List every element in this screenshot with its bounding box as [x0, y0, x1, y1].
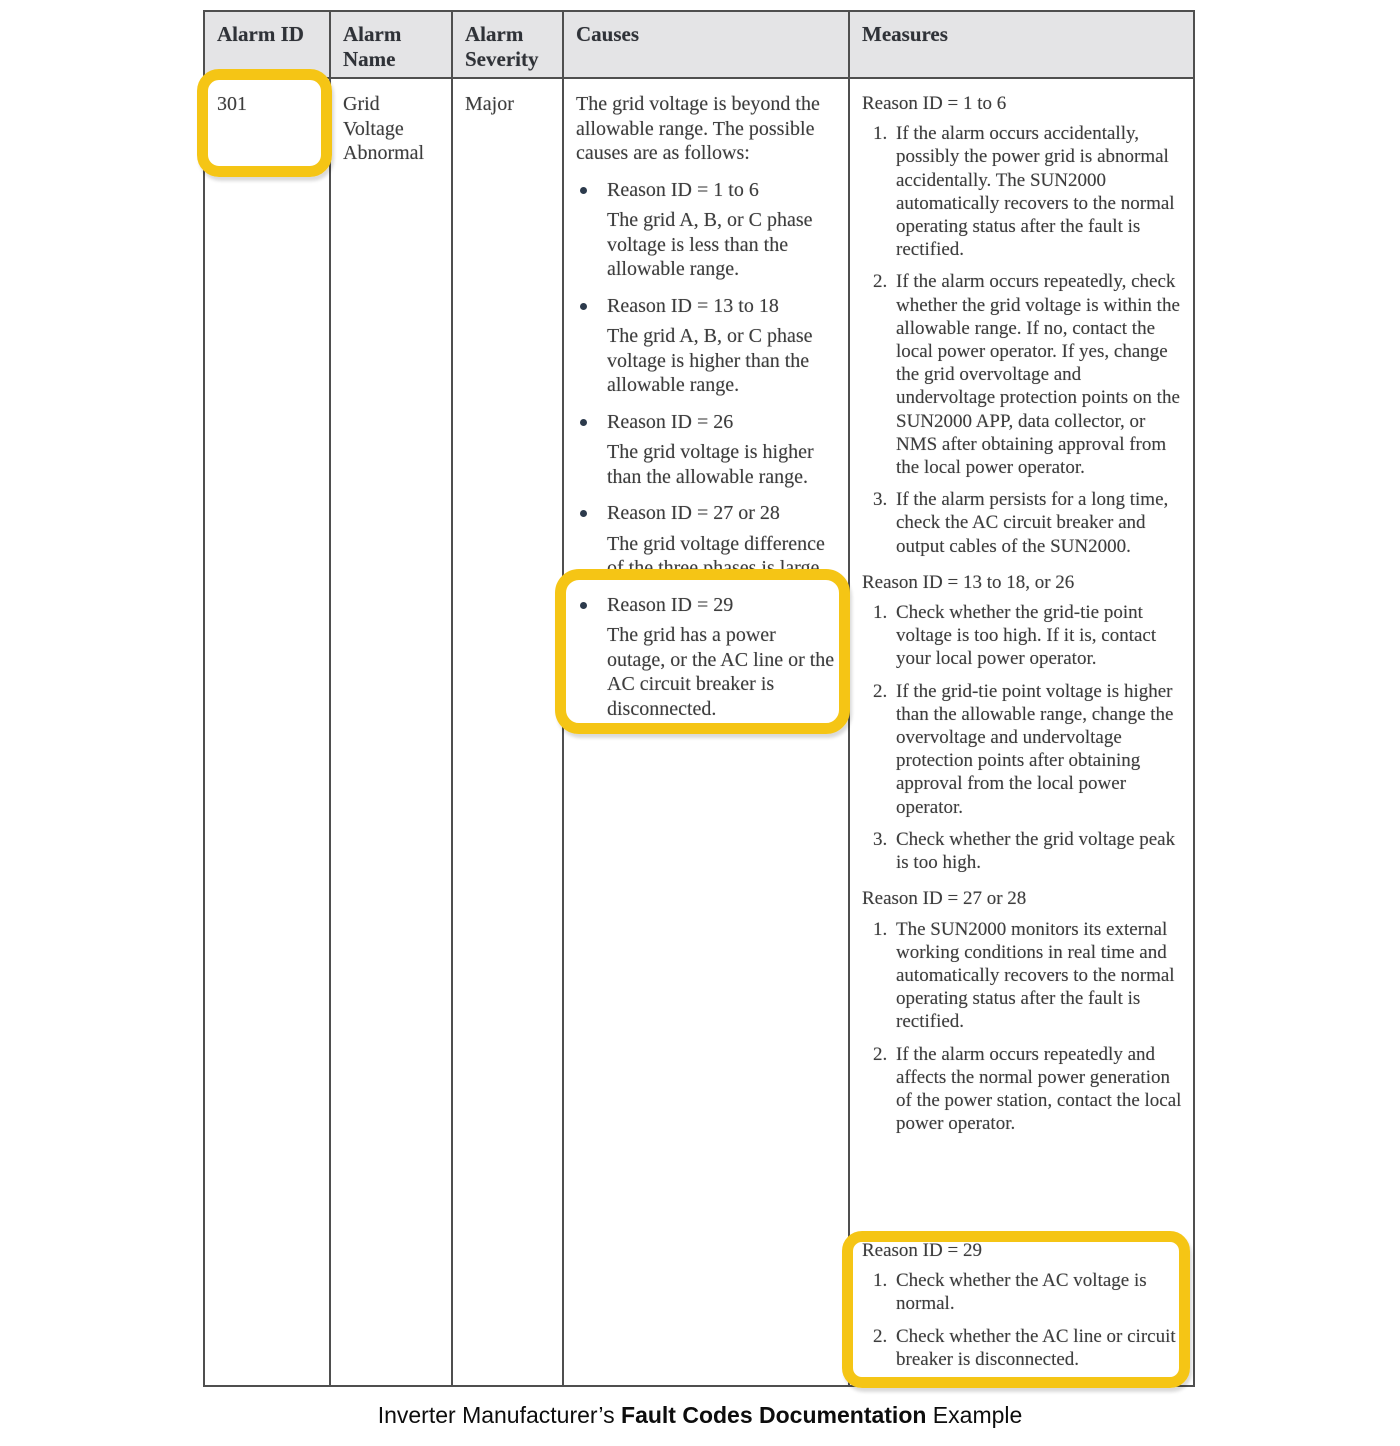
measure-step: 2. If the grid-tie point voltage is higher than the allowable range, change the overvoltage and undervoltage protection points after obtaining approval from the local power operator. — [892, 680, 1183, 819]
cause-reason-detail: The grid A, B, or C phase voltage is less than the allowable range. — [607, 209, 813, 280]
cause-item — [576, 501, 838, 581]
cause-item — [576, 294, 838, 398]
measure-step: 1. Check whether the grid-tie point voltage is too high. If it is, contact your local power operator. — [892, 601, 1183, 671]
bullet-icon — [580, 510, 587, 517]
measure-section-header: Reason ID = 13 to 18, or 26 — [862, 571, 1075, 593]
bullet-icon — [580, 303, 587, 310]
measure-step: 2. If the alarm occurs repeatedly, check whether the grid voltage is within the allowable range. If no, contact the local power operator. If yes, change the grid overvoltage and undervoltage protection points on the SUN2000 APP, data collector, or NMS after obtaining approval from the local power operator. — [892, 270, 1183, 479]
cell-alarm-id — [205, 79, 331, 1385]
cause-reason-title: Reason ID = 13 to 18 — [607, 294, 779, 317]
measure-step: 2. If the alarm occurs repeatedly and affects the normal power generation of the power station, contact the local power operator. — [892, 1043, 1183, 1136]
alarm-name-value: Grid Voltage Abnormal — [343, 93, 425, 164]
table-row — [205, 79, 1193, 1385]
cause-reason-title: Reason ID = 29 — [607, 593, 734, 616]
caption-prefix: Inverter Manufacturer’s — [377, 1402, 622, 1428]
measure-section — [862, 1239, 1183, 1373]
caption-suffix: Example — [926, 1402, 1023, 1428]
cause-item — [576, 178, 838, 282]
causes-intro: The grid voltage is beyond the allowable range. The possible causes are as follows: — [576, 93, 820, 164]
measure-section-header: Reason ID = 29 — [862, 1239, 982, 1261]
fault-codes-table — [203, 10, 1195, 1387]
measure-section-header: Reason ID = 1 to 6 — [862, 93, 1007, 114]
cell-alarm-name — [331, 79, 453, 1385]
column-header-causes: Causes — [564, 12, 850, 79]
alarm-severity-value: Major — [465, 93, 514, 115]
table-header-row — [205, 12, 1193, 79]
measure-step: 2. Check whether the AC line or circuit breaker is disconnected. — [892, 1325, 1183, 1371]
measure-step: 3. Check whether the grid voltage peak is too high. — [892, 828, 1183, 874]
alarm-id-value: 301 — [217, 93, 247, 115]
measure-section — [862, 887, 1183, 1135]
column-header-alarm-name: Alarm Name — [331, 12, 453, 79]
bullet-icon — [580, 602, 587, 609]
measure-steps — [892, 601, 1183, 874]
bullet-icon — [580, 187, 587, 194]
cell-alarm-severity — [453, 79, 564, 1385]
cause-reason-detail: The grid has a power outage, or the AC line or the AC circuit breaker is disconnected. — [607, 624, 835, 720]
cause-reason-detail: The grid A, B, or C phase voltage is higher than the allowable range. — [607, 325, 813, 396]
cause-reason-title: Reason ID = 1 to 6 — [607, 178, 759, 201]
causes-list — [576, 178, 838, 722]
bullet-icon — [580, 419, 587, 426]
column-header-alarm-id: Alarm ID — [205, 12, 331, 79]
measure-step: 1. If the alarm occurs accidentally, possibly the power grid is abnormal accidentally. The SUN2000 automatically recovers to the normal operating status after the fault is rectified. — [892, 122, 1183, 261]
cause-item — [576, 593, 838, 722]
measure-step: 1. Check whether the AC voltage is normal. — [892, 1269, 1183, 1315]
cause-reason-detail: The grid voltage is higher than the allowable range. — [607, 441, 814, 488]
column-header-alarm-severity: Alarm Severity — [453, 12, 564, 79]
measure-section-header: Reason ID = 27 or 28 — [862, 888, 1027, 910]
cause-item — [576, 410, 838, 490]
cause-reason-detail: The grid voltage difference of the three phases is large. — [607, 532, 825, 579]
cell-causes — [564, 79, 850, 1385]
caption — [0, 1402, 1400, 1429]
measure-steps — [892, 918, 1183, 1136]
caption-title: Fault Codes Documentation — [621, 1402, 927, 1428]
measure-section — [862, 92, 1183, 558]
measure-step: 3. If the alarm persists for a long time, check the AC circuit breaker and output cables of the SUN2000. — [892, 488, 1183, 558]
measure-step: 1. The SUN2000 monitors its external working conditions in real time and automatically recovers to the normal operating status after the fault is rectified. — [892, 918, 1183, 1034]
cell-measures — [850, 79, 1193, 1385]
cause-reason-title: Reason ID = 27 or 28 — [607, 502, 780, 524]
column-header-measures: Measures — [850, 12, 1193, 79]
measure-section — [862, 571, 1183, 874]
measure-steps — [892, 1269, 1183, 1371]
measure-steps — [892, 122, 1183, 558]
cause-reason-title: Reason ID = 26 — [607, 410, 734, 433]
